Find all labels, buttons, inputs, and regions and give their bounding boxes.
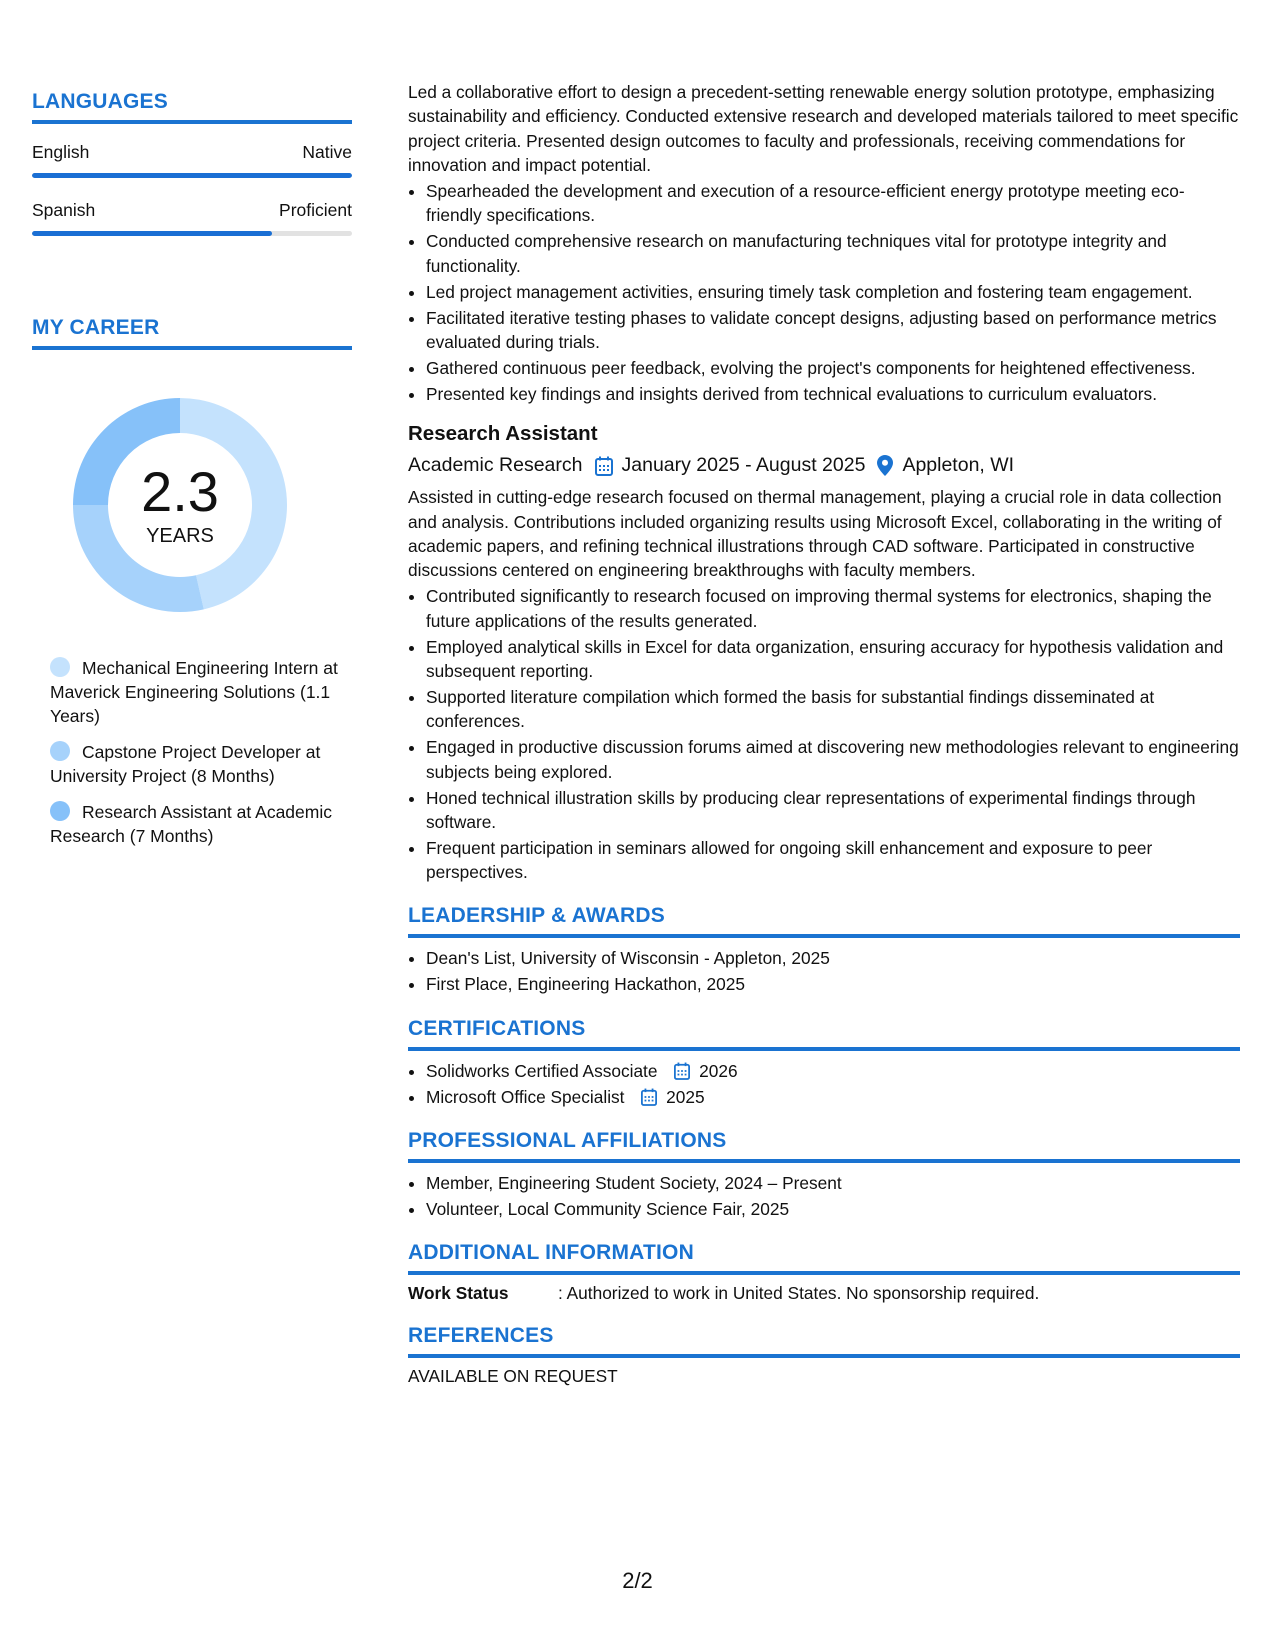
bullet-item: • Conducted comprehensive research on manufacturing techniques vital for prototype integrity and functionality.	[426, 229, 1240, 278]
job-location: Appleton, WI	[902, 454, 1015, 477]
bullet-item: • Led project management activities, ensuring timely task completion and fostering team engagement.	[426, 280, 1240, 304]
bullet-item: • Honed technical illustration skills by producing clear representations of experimental findings through software.	[426, 786, 1240, 835]
certifications-title: CERTIFICATIONS	[408, 1017, 1240, 1051]
bullet-item: • Frequent participation in seminars allowed for ongoing skill enhancement and exposure to peer perspectives.	[426, 836, 1240, 885]
bullet-item: • Employed analytical skills in Excel for data organization, ensuring accuracy for hypothesis validation and subsequent reporting.	[426, 635, 1240, 684]
location-pin-icon	[877, 455, 893, 476]
language-bar	[32, 231, 352, 236]
career-total: 2.3	[141, 459, 219, 523]
career-title: MY CAREER	[32, 316, 352, 350]
language-level: Proficient	[279, 200, 352, 220]
career-legend	[50, 656, 340, 848]
bullet-item: • Supported literature compilation which formed the basis for substantial findings disseminated at conferences.	[426, 685, 1240, 734]
calendar-icon	[641, 1088, 657, 1106]
career-section	[32, 316, 352, 848]
legend-label: Research Assistant at Academic Research (7 Months)	[50, 802, 332, 846]
job-dates: January 2025 - August 2025	[621, 454, 866, 477]
legend-dot	[50, 741, 70, 761]
legend-dot	[50, 801, 70, 821]
page-number: 2/2	[622, 1568, 653, 1593]
references-text: AVAILABLE ON REQUEST	[408, 1366, 618, 1387]
legend-label: Mechanical Engineering Intern at Maverick Engineering Solutions (1.1 Years)	[50, 658, 338, 726]
award-item: • Dean's List, University of Wisconsin - Appleton, 2025	[426, 946, 1240, 970]
certification-item	[426, 1059, 1240, 1083]
language-level: Native	[302, 142, 352, 162]
language-name: Spanish	[32, 200, 96, 220]
language-item	[32, 142, 352, 178]
affiliations-list	[408, 1171, 1240, 1221]
language-bar-fill	[32, 173, 352, 178]
project-bullets	[408, 179, 1240, 406]
career-unit: YEARS	[146, 524, 214, 547]
language-name: English	[32, 142, 90, 162]
certification-year: 2026	[699, 1060, 738, 1081]
languages-title: LANGUAGES	[32, 90, 352, 124]
job-company: Academic Research	[408, 454, 583, 477]
project-description: Led a collaborative effort to design a precedent-setting renewable energy solution prototype, emphasizing sustainability and efficiency. Conducted extensive research and developed materials tailored to meet specific project criteria. Presented design outcomes to faculty and professionals, receiving commendations for innovation and impact potential.	[408, 82, 1239, 175]
legend-item	[50, 740, 340, 788]
leadership-title: LEADERSHIP & AWARDS	[408, 904, 1240, 938]
legend-item	[50, 800, 340, 848]
language-bar-fill	[32, 231, 272, 236]
work-status	[408, 1283, 1240, 1304]
affiliation-item: • Volunteer, Local Community Science Fair, 2025	[426, 1197, 1240, 1221]
career-donut-chart	[65, 390, 295, 620]
work-status-label: Work Status	[408, 1283, 509, 1304]
language-item	[32, 200, 352, 236]
legend-item	[50, 656, 340, 728]
bullet-item: • Gathered continuous peer feedback, evolving the project's components for heightened effectiveness.	[426, 356, 1240, 380]
calendar-icon	[595, 456, 613, 476]
right-column	[408, 80, 1240, 1387]
bullet-item: • Contributed significantly to research focused on improving thermal systems for electronics, shaping the future applications of the results generated.	[426, 584, 1240, 633]
certification-name: Microsoft Office Specialist	[426, 1086, 625, 1107]
legend-label: Capstone Project Developer at University Project (8 Months)	[50, 742, 321, 786]
references-title: REFERENCES	[408, 1324, 1240, 1358]
bullet-item: • Engaged in productive discussion forums aimed at discovering new methodologies relevant to engineering subjects being explored.	[426, 735, 1240, 784]
calendar-icon	[674, 1062, 690, 1080]
left-column	[32, 90, 352, 860]
bullet-item: • Presented key findings and insights derived from technical evaluations to curriculum evaluators.	[426, 382, 1240, 406]
affiliations-title: PROFESSIONAL AFFILIATIONS	[408, 1129, 1240, 1163]
job-description: Assisted in cutting-edge research focused on thermal management, playing a crucial role in data collection and analysis. Contributions included organizing results using Microsoft Excel, collaborating in the writing of academic papers, and refining technical illustrations through CAD software. Participated in constructive discussions centered on engineering breakthroughs with faculty members.	[408, 487, 1222, 581]
job-title: Research Assistant	[408, 422, 598, 446]
language-bar	[32, 173, 352, 178]
certifications-list	[408, 1059, 1240, 1109]
affiliation-item: • Member, Engineering Student Society, 2024 – Present	[426, 1171, 1240, 1195]
job-bullets	[408, 584, 1240, 884]
work-status-value: : Authorized to work in United States. No sponsorship required.	[558, 1283, 1040, 1304]
job-meta	[408, 454, 1240, 477]
certification-year: 2025	[666, 1086, 705, 1107]
certification-name: Solidworks Certified Associate	[426, 1060, 658, 1081]
award-item: • First Place, Engineering Hackathon, 2025	[426, 972, 1240, 996]
bullet-item: • Spearheaded the development and execution of a resource-efficient energy prototype meeting eco-friendly specifications.	[426, 179, 1240, 228]
certification-item	[426, 1085, 1240, 1109]
bullet-item: • Facilitated iterative testing phases to validate concept designs, adjusting based on performance metrics evaluated during trials.	[426, 306, 1240, 355]
leadership-list	[408, 946, 1240, 996]
additional-info-title: ADDITIONAL INFORMATION	[408, 1241, 1240, 1275]
legend-dot	[50, 657, 70, 677]
